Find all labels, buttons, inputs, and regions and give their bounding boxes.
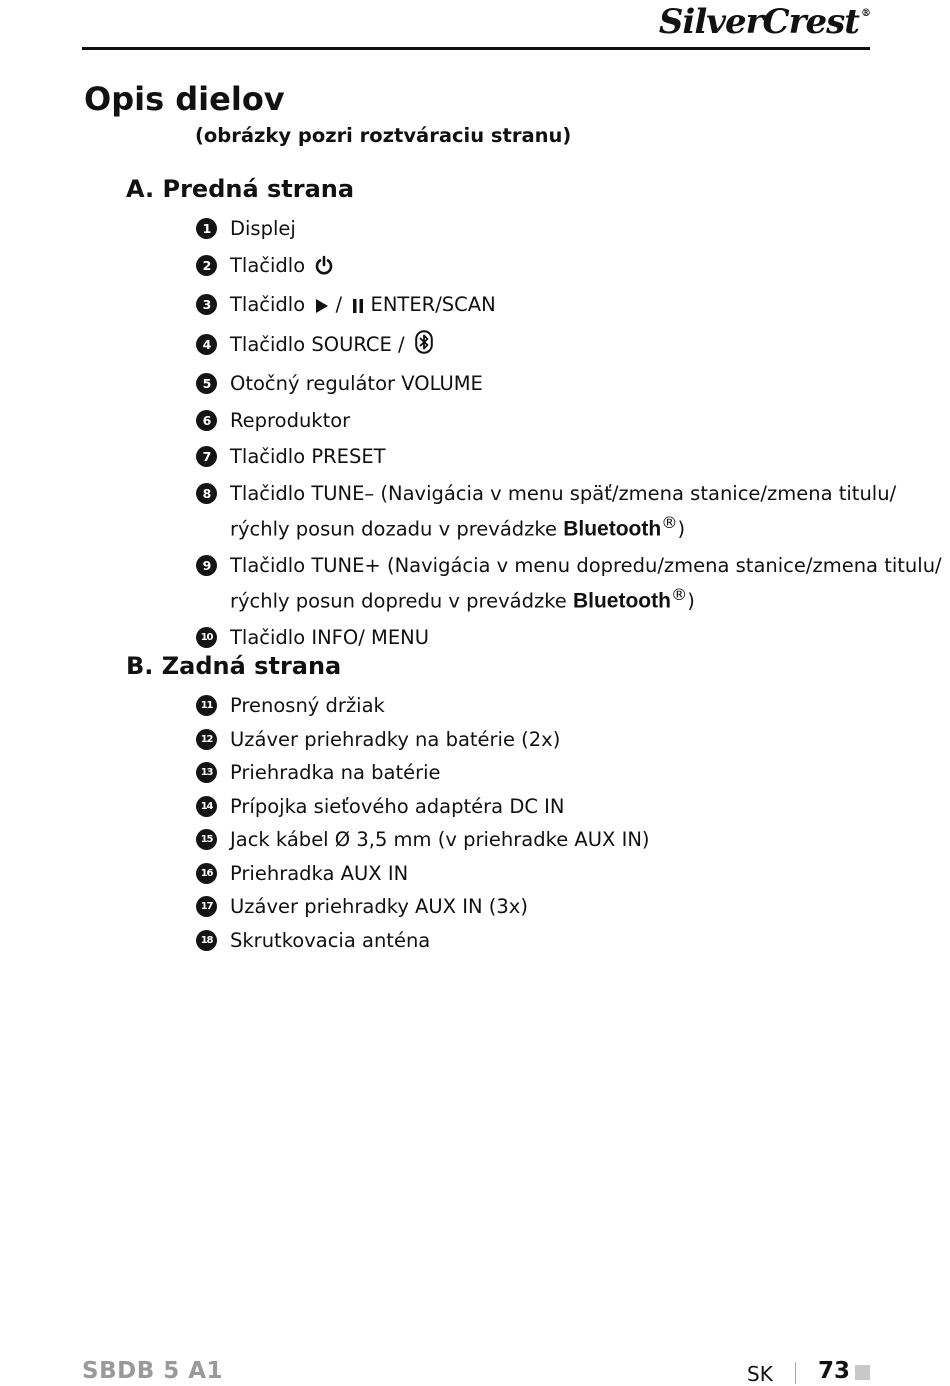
list-item — [196, 369, 876, 398]
section-heading-front: A. Predná strana — [126, 175, 355, 203]
item-number-badge: 14 — [196, 796, 217, 817]
header-rule — [82, 47, 870, 50]
footer-page-number: 73 — [818, 1358, 851, 1384]
list-item — [196, 825, 876, 854]
item-description-line — [230, 580, 942, 616]
item-description — [230, 214, 296, 243]
item-description — [230, 551, 942, 616]
list-item — [196, 479, 897, 544]
list-item — [196, 758, 876, 787]
footer-language: SK — [747, 1362, 773, 1386]
play-icon — [315, 293, 329, 322]
item-text: Tlačidlo SOURCE / — [230, 332, 411, 356]
bluetooth-wordmark: Bluetooth — [572, 589, 671, 612]
item-text: Displej — [230, 217, 296, 240]
footer-model: SBDB 5 A1 — [82, 1358, 224, 1384]
item-description — [230, 290, 496, 322]
item-description — [230, 926, 430, 955]
item-description — [230, 792, 564, 821]
item-description — [230, 479, 896, 544]
list-item — [196, 442, 876, 471]
item-number-badge: 10 — [196, 627, 217, 648]
item-description — [230, 859, 408, 888]
item-text: Tlačidlo TUNE+ (Navigácia v menu dopredu/zmena stanice/zmena titulu/ — [230, 553, 942, 577]
item-number-badge: 16 — [196, 863, 217, 884]
item-text: Tlačidlo INFO/ MENU — [230, 625, 430, 649]
item-number-badge: 1 — [196, 218, 217, 239]
page-subtitle: (obrázky pozri roztváraciu stranu) — [195, 124, 572, 147]
item-number-badge: 4 — [196, 334, 217, 355]
item-number-badge: 15 — [196, 829, 217, 850]
item-number-badge: 7 — [196, 446, 217, 467]
list-item — [196, 330, 876, 362]
power-icon — [315, 254, 333, 283]
item-description-line — [230, 479, 896, 508]
item-text: Skrutkovacia anténa — [230, 928, 431, 952]
item-number-badge: 11 — [196, 695, 217, 716]
item-number-badge: 12 — [196, 729, 217, 750]
brand-logo — [659, 2, 870, 42]
registered-mark: ® — [670, 584, 688, 604]
list-item — [196, 290, 876, 322]
item-text: / — [329, 293, 349, 316]
item-description — [230, 725, 560, 754]
item-number-badge: 6 — [196, 410, 217, 431]
item-number-badge: 2 — [196, 255, 217, 276]
item-description-line — [230, 551, 942, 580]
item-text: Prenosný držiak — [230, 694, 385, 717]
item-number-badge: 8 — [196, 483, 217, 504]
item-text: rýchly posun dozadu v prevádzke — [230, 517, 564, 540]
brand-name: SilverCrest — [658, 2, 859, 42]
item-description — [230, 758, 441, 787]
item-number-badge: 5 — [196, 373, 217, 394]
list-item — [196, 792, 876, 821]
parts-list-back — [196, 691, 876, 959]
list-item — [196, 691, 876, 720]
item-text: Uzáver priehradky AUX IN (3x) — [230, 895, 528, 918]
list-item — [196, 406, 876, 435]
item-text: ) — [687, 589, 695, 612]
item-description — [230, 251, 333, 283]
brand-registered-mark: ® — [861, 8, 870, 19]
item-description — [230, 442, 386, 471]
list-item — [196, 892, 876, 921]
item-text: Jack kábel Ø 3,5 mm (v priehradke AUX IN) — [230, 828, 650, 851]
list-item — [196, 859, 876, 888]
item-text: Priehradka na batérie — [230, 761, 441, 784]
footer-divider — [795, 1362, 796, 1384]
pause-icon — [352, 293, 364, 322]
bluetooth-icon — [415, 330, 433, 362]
item-text: Tlačidlo PRESET — [230, 445, 386, 468]
bluetooth-wordmark: Bluetooth — [563, 517, 662, 540]
item-text: Priehradka AUX IN — [230, 861, 409, 885]
list-item — [196, 551, 942, 616]
list-item — [196, 214, 876, 243]
item-text: Tlačidlo — [230, 293, 312, 316]
page-title: Opis dielov — [84, 80, 285, 118]
item-text: ENTER/SCAN — [364, 293, 496, 316]
registered-mark: ® — [661, 512, 678, 532]
item-text: Tlačidlo TUNE– (Navigácia v menu späť/zmena stanice/zmena titulu/ — [230, 481, 897, 505]
item-text: rýchly posun dopredu v prevádzke — [230, 589, 573, 612]
item-text: Reproduktor — [230, 408, 351, 432]
item-description — [230, 892, 528, 921]
parts-list-front — [196, 214, 942, 659]
item-text: Uzáver priehradky na batérie (2x) — [230, 727, 561, 751]
item-description — [230, 623, 429, 652]
item-description — [230, 369, 483, 398]
item-number-badge: 18 — [196, 930, 217, 951]
list-item — [196, 623, 876, 652]
item-number-badge: 13 — [196, 762, 217, 783]
list-item — [196, 725, 876, 754]
item-text: Prípojka sieťového adaptéra DC IN — [230, 794, 565, 818]
item-text: ) — [677, 517, 686, 540]
list-item — [196, 926, 876, 955]
item-text: Tlačidlo — [230, 253, 312, 277]
item-number-badge: 17 — [196, 896, 217, 917]
item-description — [230, 691, 385, 720]
list-item — [196, 251, 876, 283]
item-description — [230, 825, 650, 854]
section-heading-back: B. Zadná strana — [126, 652, 342, 680]
item-description-line — [230, 508, 896, 544]
item-number-badge: 9 — [196, 555, 217, 576]
footer-square-mark — [855, 1365, 870, 1380]
item-number-badge: 3 — [196, 294, 217, 315]
item-description — [230, 330, 433, 362]
item-description — [230, 406, 350, 435]
item-text: Otočný regulátor VOLUME — [230, 372, 483, 395]
